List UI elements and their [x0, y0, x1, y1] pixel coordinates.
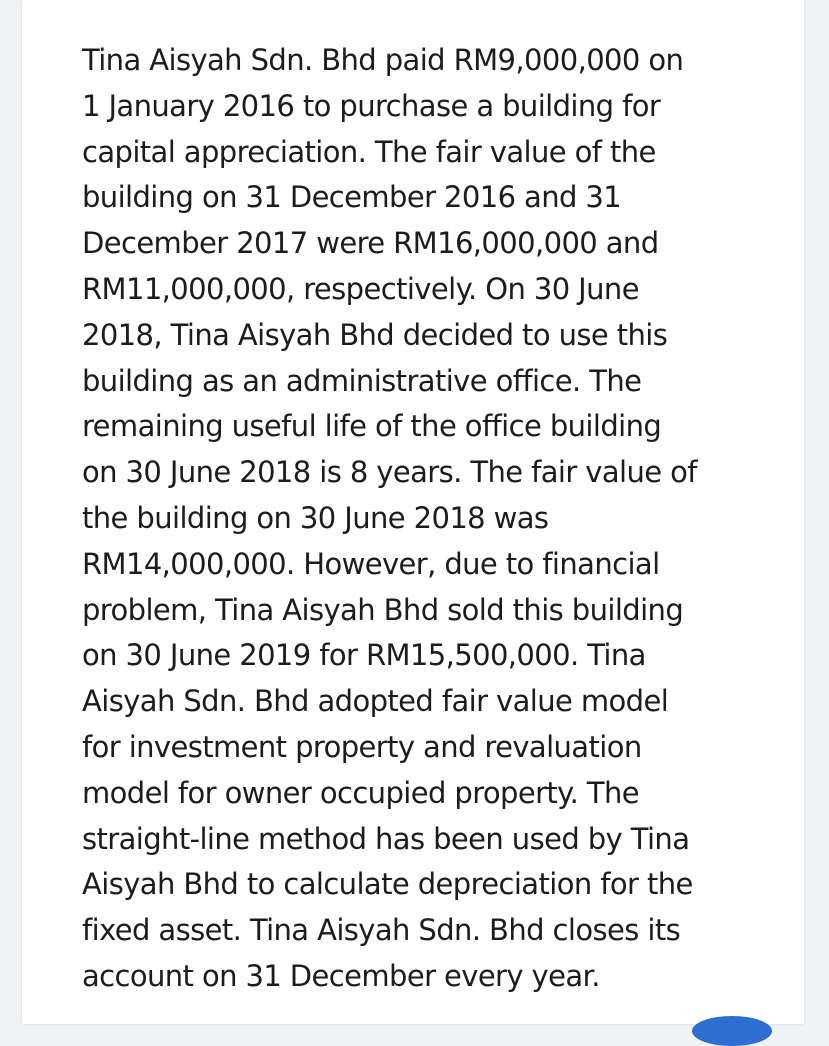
text-line: building on 31 December 2016 and 31: [82, 180, 622, 215]
question-card: [22, 0, 804, 1024]
floating-action-button[interactable]: [692, 1016, 772, 1046]
text-line: account on 31 December every year.: [82, 958, 600, 993]
question-text: [82, 38, 772, 1000]
text-line: RM14,000,000. However, due to financial: [82, 546, 660, 581]
text-line: model for owner occupied property. The: [82, 775, 639, 810]
text-line: remaining useful life of the office building: [82, 409, 662, 444]
text-line: on 30 June 2018 is 8 years. The fair value of: [82, 455, 697, 490]
text-line: Aisyah Bhd to calculate depreciation for the: [82, 867, 693, 902]
text-line: 2018, Tina Aisyah Bhd decided to use this: [82, 317, 668, 352]
text-line: December 2017 were RM16,000,000 and: [82, 226, 659, 261]
text-line: problem, Tina Aisyah Bhd sold this building: [82, 592, 684, 627]
text-line: Aisyah Sdn. Bhd adopted fair value model: [82, 684, 669, 719]
text-line: the building on 30 June 2018 was: [82, 500, 549, 535]
text-line: fixed asset. Tina Aisyah Sdn. Bhd closes its: [82, 913, 681, 948]
text-line: on 30 June 2019 for RM15,500,000. Tina: [82, 638, 646, 673]
text-line: capital appreciation. The fair value of the: [82, 134, 656, 169]
text-line: Tina Aisyah Sdn. Bhd paid RM9,000,000 on: [82, 43, 684, 77]
text-line: straight-line method has been used by Tina: [82, 821, 690, 856]
text-line: RM11,000,000, respectively. On 30 June: [82, 271, 639, 306]
text-line: for investment property and revaluation: [82, 729, 642, 764]
text-line: building as an administrative office. The: [82, 363, 642, 398]
text-line: 1 January 2016 to purchase a building for: [82, 88, 661, 123]
